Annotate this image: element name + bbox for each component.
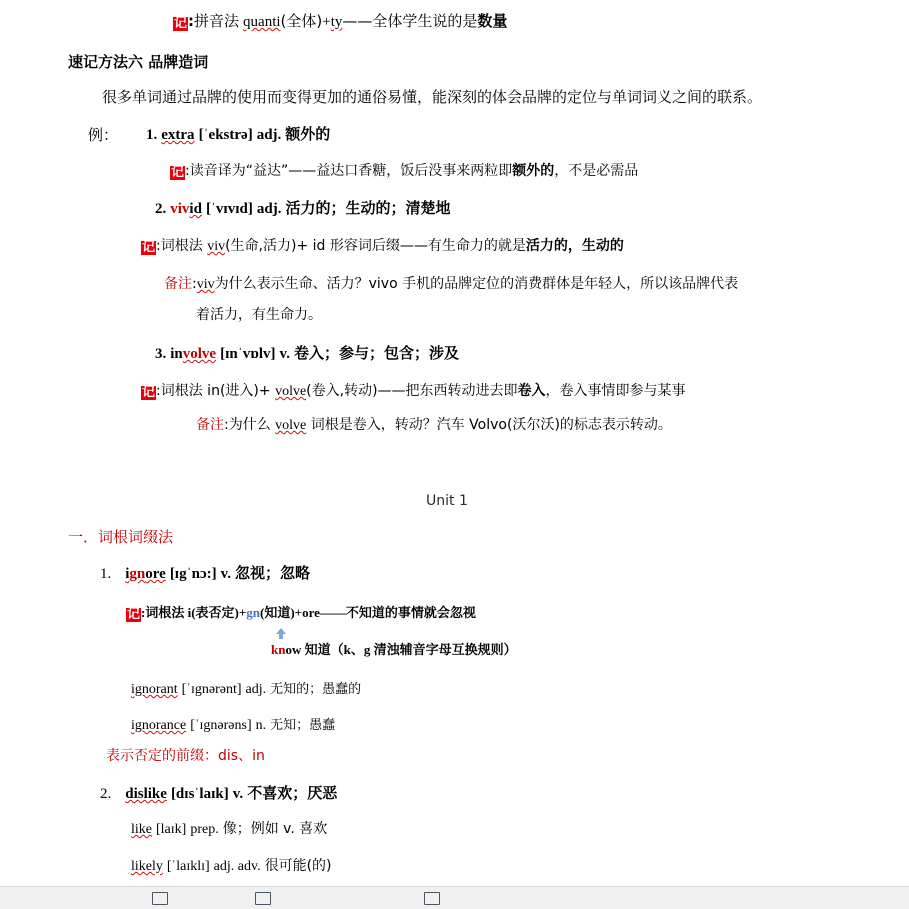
- unit-entry-1-note-bold: 忽视: [449, 605, 476, 620]
- derivative-word: likely: [131, 859, 163, 874]
- unit-entry-1-phonetic: [ɪgˈnɔ:]: [169, 566, 217, 582]
- entry-2-pos: adj.: [256, 201, 282, 217]
- unit-entry-2-headword: [100, 786, 337, 802]
- derivative-pos: adj. adv.: [213, 859, 261, 874]
- entry-2-remark-line-2: 着活力，有生命力。: [196, 307, 322, 323]
- derivative-meaning: 无知的；愚蠢的: [270, 681, 362, 696]
- unit-entry-2-phonetic: [dɪsˈlaɪk]: [170, 786, 229, 802]
- entry-3-remark-text-b: 词根是卷入，转动？汽车 Volvo(沃尔沃)的标志表示转动。: [306, 417, 672, 433]
- entry-2-remark-label: 备注: [164, 276, 192, 292]
- entry-1-word: extra: [161, 127, 195, 143]
- unit-entry-1-word-b: ore: [145, 566, 166, 582]
- unit-entry-1-note-text-a: :词根法 i(表否定)+: [141, 605, 247, 620]
- entry-3-remark-label: 备注: [196, 417, 224, 433]
- entry-2-remark-line-1: [164, 276, 738, 292]
- entry-3-note-root-gloss: (卷入,转动): [306, 383, 378, 399]
- unit-entry-1-subnote-red: kn: [271, 642, 286, 657]
- entry-3-note: [141, 383, 686, 400]
- entry-1-headword: [146, 127, 330, 143]
- entry-3-remark-colon: :: [224, 417, 229, 433]
- section-6-body: 很多单词通过品牌的使用而变得更加的通俗易懂，能深刻的体会品牌的定位与单词词义之间的联系。: [102, 88, 763, 106]
- memory-marker-icon: 记: [142, 240, 156, 255]
- memory-note-dash: ——: [342, 12, 373, 30]
- entry-3-phonetic: [ɪnˈvɒlv]: [220, 346, 276, 362]
- entry-3-remark-text-a: 为什么: [228, 417, 276, 433]
- entry-2-index: 2.: [155, 201, 167, 217]
- derivative-phonetic: [ˈɪgnərəns]: [190, 718, 252, 733]
- entry-2-note-root-gloss: (生命,活力): [225, 238, 297, 254]
- derivative-pos: n.: [255, 718, 267, 733]
- unit-entry-1-derivative-1: [131, 681, 361, 697]
- entry-1-pos: adj.: [256, 127, 282, 143]
- unit-entry-2-derivative-2: [131, 858, 332, 874]
- derivative-meaning: 像；例如 v. 喜欢: [222, 821, 328, 837]
- memory-note-colon: :: [188, 12, 195, 30]
- entry-1-note-bold: 额外的: [512, 163, 555, 179]
- unit-entry-1-headword: [100, 566, 310, 582]
- entry-3-pos: v.: [279, 346, 290, 362]
- entry-3-word-root: volve: [182, 346, 217, 362]
- memory-note-plus: +: [322, 14, 331, 30]
- entry-3-note-text-c: ，卷入事情即参与某事: [545, 383, 686, 399]
- memory-note-explain-bold: 数量: [477, 12, 508, 30]
- example-label: 例：: [88, 126, 119, 144]
- entry-2-meaning: 活力的；生动的；清楚地: [285, 199, 451, 217]
- entry-2-note-text-b: + id 形容词后缀——有生命力的就是: [296, 238, 526, 254]
- derivative-phonetic: [ˈɪgnərənt]: [181, 682, 242, 697]
- entry-3-remark-root: volve: [275, 418, 307, 433]
- derivative-pos: prep.: [190, 822, 219, 837]
- unit-entry-1-index: 1.: [100, 566, 112, 582]
- entry-2-phonetic: [ˈvɪvɪd]: [205, 201, 253, 217]
- unit-entry-1-pos: v.: [220, 566, 232, 582]
- entry-1-note: [170, 163, 638, 180]
- unit-entry-1-meaning: 忽视；忽略: [235, 564, 311, 582]
- memory-note-root-gloss: (全体): [280, 12, 323, 30]
- entry-3-note-text-a: :词根法 in(进入)+: [156, 383, 276, 399]
- entry-2-word-rest: id: [189, 201, 202, 217]
- window-icon[interactable]: [255, 892, 271, 905]
- unit-entry-2-word: dislike: [125, 786, 167, 802]
- derivative-word: like: [131, 822, 152, 837]
- unit-entry-1-derivative-2: [131, 717, 335, 733]
- entry-1-phonetic: [ˈekstrə]: [198, 127, 253, 143]
- memory-note-root: quanti: [243, 14, 281, 30]
- unit-title: Unit 1: [426, 493, 468, 509]
- memory-marker-icon: 记: [127, 607, 141, 622]
- entry-2-note-root: viv: [207, 239, 226, 254]
- unit-entry-1-note: [126, 605, 476, 622]
- entry-1-meaning: 额外的: [285, 125, 331, 143]
- window-icon[interactable]: [424, 892, 440, 905]
- entry-3-word-prefix: in: [170, 346, 183, 362]
- unit-entry-1-subnote: [271, 642, 517, 658]
- entry-1-note-text-a: :读音译为“益达”——益达口香糖，饭后没事来两粒即: [185, 163, 513, 179]
- unit-entry-1-word-root: gn: [129, 566, 146, 582]
- entry-2-note: [141, 238, 624, 255]
- memory-marker-icon: 记: [142, 385, 156, 400]
- entry-3-index: 3.: [155, 346, 167, 362]
- window-icon[interactable]: [152, 892, 168, 905]
- entry-3-remark: [196, 417, 672, 433]
- entry-2-note-text-a: :词根法: [156, 238, 208, 254]
- derivative-word: ignorant: [131, 682, 178, 697]
- entry-2-remark-colon: :: [192, 276, 197, 292]
- derivative-meaning: 无知；愚蠢: [270, 717, 336, 732]
- unit-section-heading: 一．词根词缀法: [68, 528, 174, 546]
- derivative-phonetic: [ˈlaɪklɪ]: [166, 859, 210, 874]
- unit-entry-2-derivative-1: [131, 821, 327, 837]
- memory-marker-icon: 记: [174, 16, 188, 31]
- taskbar[interactable]: [0, 886, 909, 909]
- memory-note-explain: 全体学生说的是: [372, 12, 478, 30]
- unit-entry-1-note-text-b: (知道)+ore——不知道的事情就会: [260, 605, 450, 620]
- derivative-meaning: 很可能(的): [264, 858, 332, 874]
- entry-3-note-root: volve: [275, 384, 307, 399]
- unit-entry-1-word-a: i: [125, 566, 130, 582]
- entry-2-remark-text: 为什么表示生命、活力？vivo 手机的品牌定位的消费群体是年轻人，所以该品牌代表: [214, 276, 739, 292]
- memory-marker-icon: 记: [171, 165, 185, 180]
- memory-note-suffix: ty: [330, 14, 343, 30]
- entry-3-note-bold: 卷入: [517, 383, 546, 399]
- entry-1-note-text-b: ，不是必需品: [554, 163, 639, 179]
- entry-2-word-root: viv: [170, 201, 190, 217]
- unit-entry-1-rule: 表示否定的前缀：dis、in: [106, 748, 265, 764]
- section-heading-6: 速记方法六 品牌造词: [68, 53, 209, 71]
- unit-entry-1-subnote-rest: ow 知道: [285, 642, 331, 657]
- entry-2-remark-root: viv: [196, 277, 215, 292]
- entry-3-headword: [155, 346, 459, 362]
- entry-3-meaning: 卷入；参与；包含；涉及: [293, 344, 459, 362]
- derivative-word: ignorance: [131, 718, 187, 733]
- memory-note-method: 拼音法: [194, 12, 240, 30]
- entry-3-note-text-b: ——把东西转动进去即: [377, 383, 518, 399]
- entry-2-headword: [155, 201, 451, 217]
- derivative-pos: adj.: [245, 682, 267, 697]
- derivative-phonetic: [laɪk]: [156, 822, 187, 837]
- memory-note-top: [173, 14, 507, 31]
- unit-entry-2-index: 2.: [100, 786, 112, 802]
- unit-entry-2-meaning: 不喜欢；厌恶: [247, 784, 338, 802]
- unit-entry-2-pos: v.: [232, 786, 244, 802]
- unit-entry-1-subnote-paren: （k、g 清浊辅音字母互换规则）: [330, 642, 517, 657]
- entry-1-index: 1.: [146, 127, 158, 143]
- entry-2-note-bold: 活力的，生动的: [525, 238, 624, 254]
- unit-entry-1-note-blue: gn: [246, 605, 261, 620]
